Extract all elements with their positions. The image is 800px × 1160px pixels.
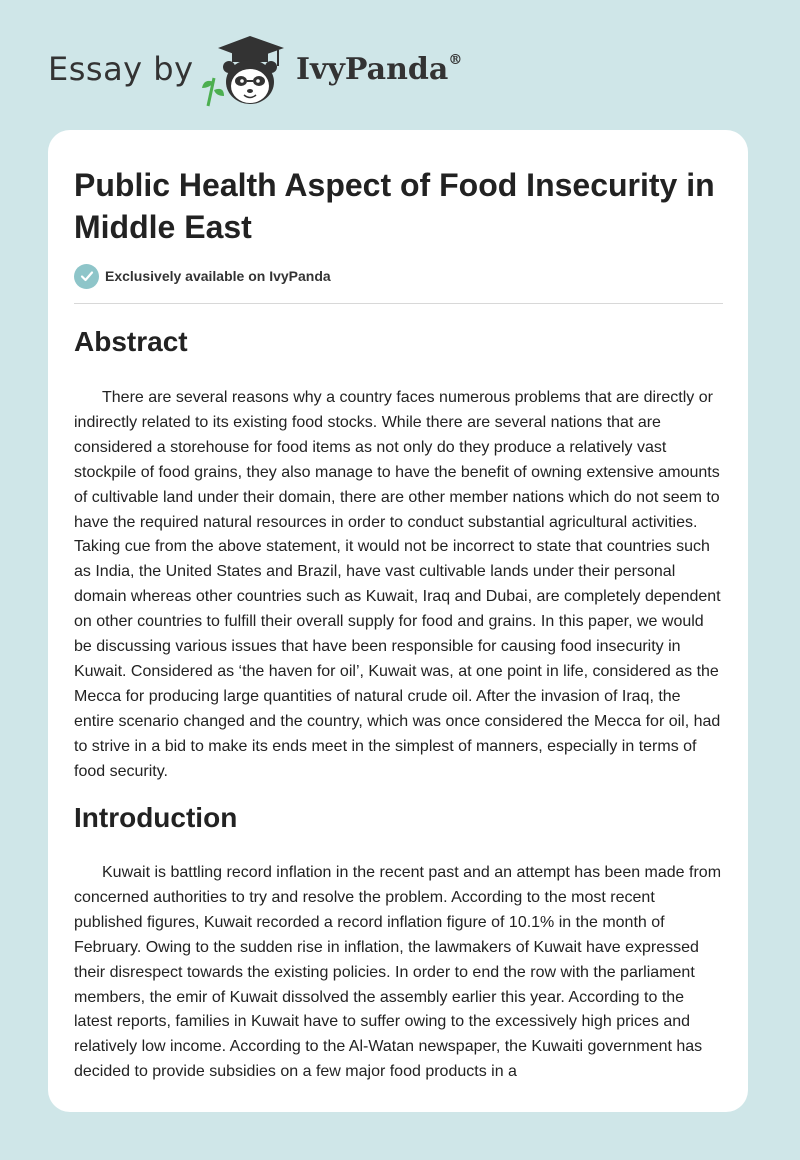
section-paragraph-introduction: Kuwait is battling record inflation in the recent past and an attempt has been made from concerned authorities to try and resolve the problem. According to the most recent published figures, Kuwait recorded a record inflation figure of 10.1% in the month of February. Owing to the sudden rise in inflation, the lawmakers of Kuwait have expressed their disrespect towards the existing policies. In order to end the row with the parliament members, the emir of Kuwait dissolved the assembly earlier this year. According to the latest reports, families in Kuwait have to suffer owing to the excessively high prices and relatively low income. According to the Al-Watan newspaper, the Kuwaiti government has decided to provide subsidies on a few major food products in a xyxy=(74,864,722,1081)
section-paragraph-abstract: There are several reasons why a country faces numerous problems that are directly or indirectly related to its existing food stocks. While there are several nations that are considered a storehouse for food items as not only do they produce a relatively vast stockpile of food grains, they also manage to have the benefit of owning extensive amounts of cultivable land under their domain, there are other member nations which do not seem to have the required natural resources in order to conduct substantial agricultural activities. Taking cue from the above statement, it would not be incorrect to state that countries such as India, the United States and Brazil, have vast cultivable lands under their personal domain whereas other countries such as Kuwait, Iraq and Dubai, are completely dependent on other countries to fulfill their overall supply for food and grains. In this paper, we would be discussing various issues that have been responsible for causing food insecurity in Kuwait. Considered as ‘the haven for oil’, Kuwait was, at one point in life, considered as the Mecca for producing large quantities of natural crude oil. After the invasion of Iraq, the entire scenario changed and the country, which was once considered the Mecca for oil, had to strive in a bid to make its ends meet in the simplest of manners, especially in terms of food security. xyxy=(74,389,721,780)
section-heading-introduction: Introduction xyxy=(74,802,238,833)
page-title: Public Health Aspect of Food Insecurity in Middle East xyxy=(74,167,715,245)
checkmark-icon xyxy=(74,264,99,289)
exclusive-badge-label: Exclusively available on IvyPanda xyxy=(105,268,331,284)
divider xyxy=(74,303,723,304)
registered-mark: ® xyxy=(448,52,463,68)
essay-card xyxy=(48,130,748,1112)
brand-name[interactable] xyxy=(296,52,462,87)
essay-by-label: Essay by xyxy=(48,50,194,88)
site-header xyxy=(0,0,800,130)
brand-name-text: IvyPanda xyxy=(296,52,449,87)
exclusive-badge xyxy=(74,263,331,289)
panda-logo-icon[interactable] xyxy=(198,34,294,110)
section-heading-abstract: Abstract xyxy=(74,326,188,357)
